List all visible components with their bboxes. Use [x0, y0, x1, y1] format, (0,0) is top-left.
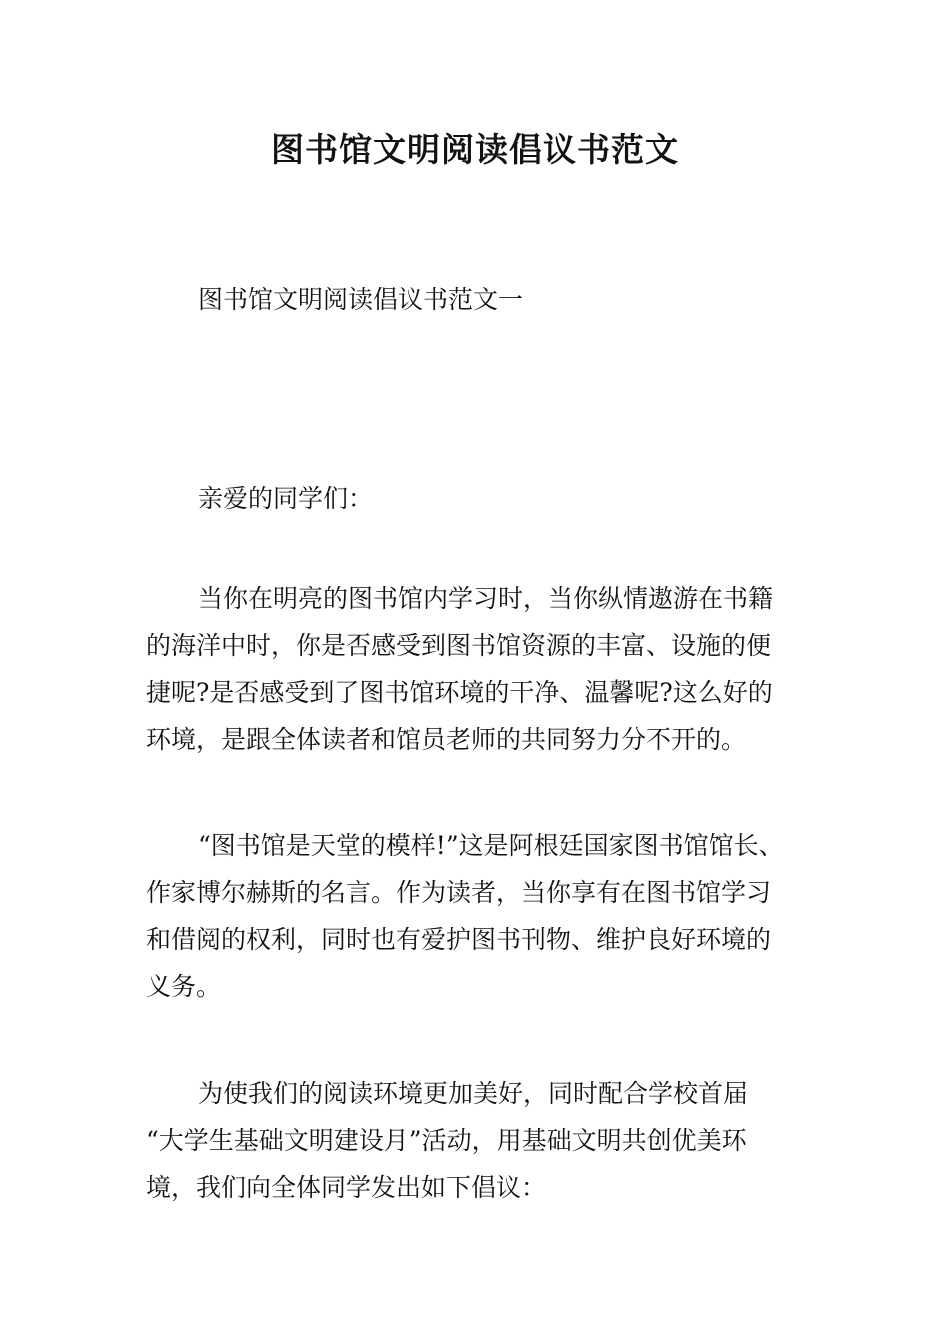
paragraph-line: 为使我们的阅读环境更加美好，同时配合学校首届: [198, 1079, 749, 1108]
paragraph-line: “图书馆是天堂的模样!”这是阿根廷国家图书馆馆长、: [198, 831, 784, 860]
document-subtitle: 图书馆文明阅读倡议书范文一: [198, 285, 524, 314]
paragraph-line: 境，我们向全体同学发出如下倡议：: [146, 1173, 547, 1202]
paragraph-line: 捷呢?是否感受到了图书馆环境的干净、温馨呢?这么好的: [146, 678, 773, 707]
paragraph-line: 作家博尔赫斯的名言。作为读者，当你享有在图书馆学习: [146, 878, 772, 907]
greeting: 亲爱的同学们：: [198, 484, 374, 513]
paragraph-line: 环境，是跟全体读者和馆员老师的共同努力分不开的。: [146, 725, 747, 754]
paragraph-line: 和借阅的权利，同时也有爱护图书刊物、维护良好环境的: [146, 925, 772, 954]
document-title: 图书馆文明阅读倡议书范文: [271, 130, 679, 169]
paragraph-line: 义务。: [146, 972, 222, 1001]
paragraph-line: 当你在明亮的图书馆内学习时，当你纵情遨游在书籍: [198, 584, 774, 613]
paragraph-line: 的海洋中时，你是否感受到图书馆资源的丰富、设施的便: [146, 631, 772, 660]
paragraph-line: “大学生基础文明建设月”活动，用基础文明共创优美环: [146, 1126, 747, 1155]
